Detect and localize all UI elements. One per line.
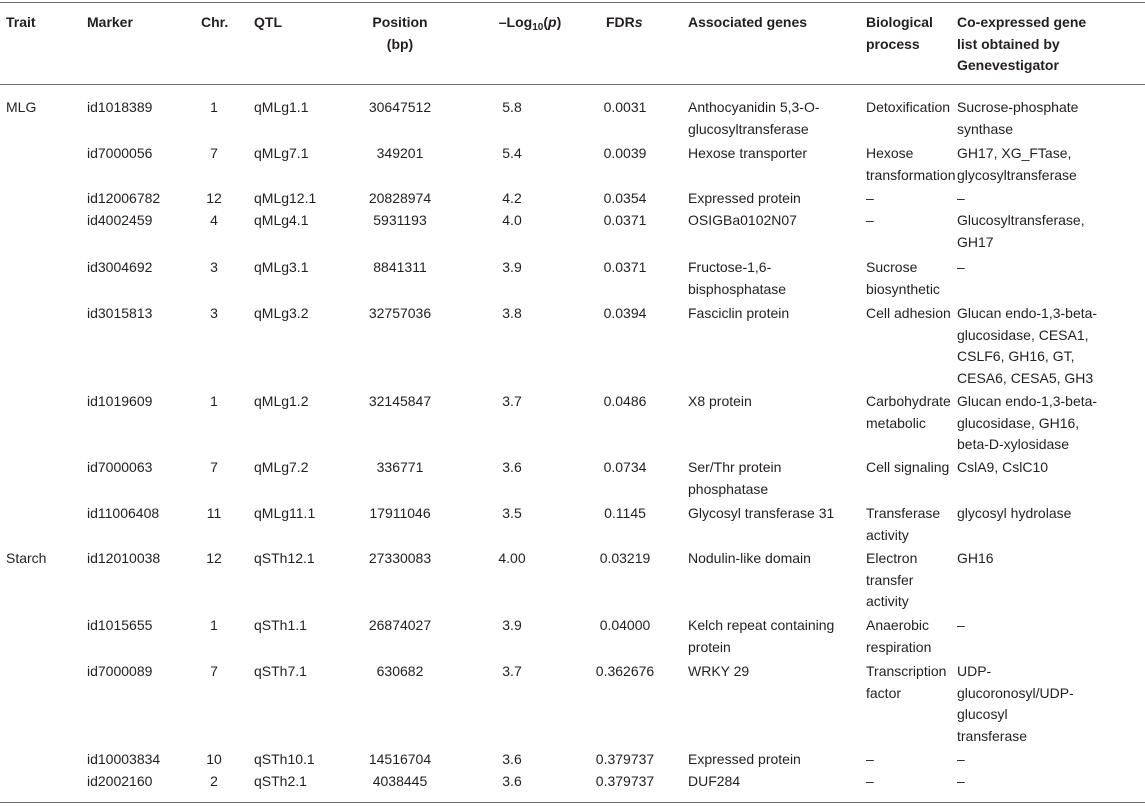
cell-chr: 7 (210, 663, 218, 679)
header-coexp-line1: Co-expressed gene (957, 14, 1087, 30)
cell-marker: id1018389 (87, 99, 153, 115)
cell-marker: id7000089 (87, 663, 153, 679)
cell-qtl: qMLg12.1 (254, 190, 317, 206)
cell-log-p: 3.5 (502, 505, 522, 521)
cell-position: 20828974 (368, 190, 432, 206)
cell-line: Hexose (866, 145, 914, 161)
cell-position: 26874027 (368, 617, 432, 633)
cell-line: – (866, 751, 874, 767)
cell-coexpressed-genes (957, 503, 1142, 525)
cell-coexpressed-genes (957, 749, 1142, 771)
cell-trait: Starch (6, 550, 47, 566)
cell-fdr: 0.0371 (603, 212, 647, 228)
cell-line: Glucan endo-1,3-beta- (957, 305, 1098, 321)
header-bio-line2: process (866, 35, 920, 52)
cell-line: transformation (866, 166, 956, 183)
cell-fdr: 0.0486 (603, 393, 647, 409)
cell-position: 32757036 (368, 305, 432, 321)
cell-biological-process (866, 97, 966, 119)
cell-chr: 10 (206, 751, 222, 767)
cell-associated-genes (688, 661, 863, 683)
cell-associated-genes (688, 303, 863, 325)
cell-line: glucosyltransferase (688, 120, 809, 137)
cell-chr: 3 (210, 305, 218, 321)
cell-line: Detoxification (866, 99, 951, 115)
cell-line: glycosyl hydrolase (957, 505, 1072, 521)
cell-line: synthase (957, 120, 1014, 137)
cell-line: transferase (957, 727, 1028, 744)
cell-associated-genes (688, 615, 863, 658)
cell-marker: id10003834 (87, 751, 161, 767)
cell-chr: 11 (206, 505, 222, 521)
cell-line: Sucrose (866, 259, 918, 275)
cell-marker: id11006408 (87, 505, 160, 521)
cell-biological-process (866, 615, 966, 658)
header-position-line1: Position (372, 14, 428, 30)
header-associated-genes: Associated genes (688, 14, 808, 30)
header-biological-process (866, 12, 933, 55)
cell-chr: 4 (210, 212, 218, 228)
header-position-line2: (bp) (386, 35, 414, 52)
cell-line: Fructose-1,6- (688, 259, 772, 275)
cell-line: bisphosphatase (688, 280, 787, 297)
cell-line: Glucosyltransferase, (957, 212, 1085, 228)
cell-line: – (866, 190, 874, 206)
cell-line: Transferase (866, 505, 941, 521)
cell-line: OSIGBa0102N07 (688, 212, 797, 228)
cell-qtl: qMLg1.1 (254, 99, 309, 115)
cell-fdr: 0.0734 (603, 459, 647, 475)
cell-biological-process (866, 188, 966, 210)
cell-associated-genes (688, 97, 863, 140)
cell-fdr: 0.362676 (595, 663, 655, 679)
cell-marker: id2002160 (87, 773, 153, 789)
cell-fdr: 0.0371 (603, 259, 647, 275)
cell-line: beta-D-xylosidase (957, 436, 1070, 452)
cell-biological-process (866, 661, 966, 704)
cell-position: 8841311 (373, 259, 427, 275)
cell-line: X8 protein (688, 393, 752, 409)
cell-chr: 1 (210, 99, 218, 115)
cell-marker: id3004692 (87, 259, 153, 275)
cell-biological-process (866, 749, 966, 771)
cell-line: Carbohydrate (866, 393, 951, 409)
cell-line: – (866, 773, 874, 789)
cell-line: Electron (866, 550, 918, 566)
cell-biological-process (866, 548, 966, 613)
cell-line: Expressed protein (688, 190, 801, 206)
cell-fdr: 0.04000 (599, 617, 651, 633)
header-log-prefix: –Log (498, 14, 533, 30)
cell-marker: id7000063 (87, 459, 153, 475)
cell-line: UDP- (957, 663, 992, 679)
cell-line: activity (866, 526, 909, 543)
cell-associated-genes (688, 143, 863, 165)
cell-fdr: 0.0394 (603, 305, 647, 321)
cell-qtl: qMLg1.2 (254, 393, 309, 409)
cell-line: glucosyl (957, 706, 1008, 722)
cell-position: 349201 (376, 145, 424, 161)
cell-marker: id1015655 (87, 617, 153, 633)
cell-associated-genes (688, 503, 863, 525)
header-log-base: 10 (532, 22, 544, 33)
cell-qtl: qSTh1.1 (254, 617, 307, 633)
cell-qtl: qMLg7.1 (254, 145, 309, 161)
cell-marker: id7000056 (87, 145, 153, 161)
header-fdr-s: s (634, 14, 643, 30)
cell-line: DUF284 (688, 773, 741, 789)
cell-position: 630682 (376, 663, 424, 679)
cell-log-p: 4.0 (502, 212, 522, 228)
cell-line: activity (866, 593, 909, 609)
cell-associated-genes (688, 257, 863, 300)
cell-marker: id3015813 (87, 305, 153, 321)
header-chr: Chr. (201, 14, 229, 30)
cell-qtl: qMLg3.2 (254, 305, 309, 321)
cell-line: Anthocyanidin 5,3-O- (688, 99, 820, 115)
cell-qtl: qMLg3.1 (254, 259, 309, 275)
cell-line: GH17, XG_FTase, (957, 145, 1072, 161)
cell-fdr: 0.0039 (603, 145, 647, 161)
cell-line: Glycosyl transferase 31 (688, 505, 835, 521)
cell-line: Glucan endo-1,3-beta- (957, 393, 1098, 409)
cell-biological-process (866, 143, 966, 186)
header-bio-line1: Biological (866, 14, 933, 30)
cell-log-p: 3.6 (502, 751, 522, 767)
cell-line: Sucrose-phosphate (957, 99, 1079, 115)
header-fdr-prefix: FDR (606, 14, 635, 30)
cell-line: glucosidase, GH16, (957, 414, 1080, 431)
cell-line: Expressed protein (688, 751, 801, 767)
cell-log-p: 5.4 (502, 145, 522, 161)
cell-line: GH16 (957, 550, 994, 566)
cell-fdr: 0.379737 (595, 751, 655, 767)
cell-line: glucosidase, CESA1, (957, 326, 1089, 343)
cell-line: – (957, 617, 965, 633)
top-rule (0, 2, 1145, 3)
cell-qtl: qSTh2.1 (254, 773, 307, 789)
cell-log-p: 4.00 (498, 550, 526, 566)
cell-line: Cell adhesion (866, 305, 951, 321)
header-log-p (460, 12, 600, 34)
cell-chr: 1 (210, 393, 218, 409)
cell-position: 5931193 (373, 212, 427, 228)
cell-log-p: 3.7 (502, 663, 522, 679)
cell-coexpressed-genes (957, 771, 1142, 793)
cell-line: Nodulin-like domain (688, 550, 811, 566)
cell-chr: 2 (210, 773, 218, 789)
cell-marker: id4002459 (87, 212, 153, 228)
cell-fdr: 0.03219 (599, 550, 651, 566)
cell-line: WRKY 29 (688, 663, 750, 679)
cell-marker: id12010038 (87, 550, 161, 566)
cell-position: 4038445 (372, 773, 428, 789)
cell-line: Cell signaling (866, 459, 950, 475)
cell-line: Ser/Thr protein (688, 459, 782, 475)
cell-coexpressed-genes (957, 661, 1142, 747)
cell-log-p: 3.9 (502, 259, 522, 275)
cell-fdr: 0.1145 (604, 505, 646, 521)
cell-associated-genes (688, 210, 863, 232)
header-position (350, 12, 450, 55)
header-rule (0, 84, 1145, 85)
cell-biological-process (866, 257, 966, 300)
cell-coexpressed-genes (957, 257, 1142, 279)
cell-line: Fasciclin protein (688, 305, 790, 321)
cell-chr: 12 (206, 190, 222, 206)
cell-line: Transcription (866, 663, 947, 679)
cell-log-p: 3.9 (502, 617, 522, 633)
cell-line: Anaerobic (866, 617, 930, 633)
cell-qtl: qMLg4.1 (254, 212, 309, 228)
cell-position: 17911046 (369, 505, 431, 521)
cell-log-p: 3.8 (502, 305, 522, 321)
cell-line: protein (688, 638, 731, 655)
cell-biological-process (866, 210, 966, 232)
header-coexpressed-genes (957, 12, 1086, 77)
cell-biological-process (866, 457, 966, 479)
cell-chr: 7 (210, 459, 218, 475)
cell-marker: id12006782 (87, 190, 161, 206)
cell-line: CESA6, CESA5, GH3 (957, 369, 1094, 386)
cell-associated-genes (688, 188, 863, 210)
cell-chr: 1 (210, 617, 218, 633)
bottom-rule (0, 802, 1145, 803)
header-log-open: ( (543, 14, 548, 30)
header-qtl: QTL (254, 14, 282, 30)
cell-log-p: 3.6 (502, 773, 522, 789)
cell-position: 14516704 (368, 751, 432, 767)
cell-log-p: 3.6 (502, 459, 522, 475)
cell-qtl: qSTh12.1 (254, 550, 315, 566)
cell-marker: id1019609 (87, 393, 153, 409)
cell-qtl: qMLg11.1 (254, 505, 316, 521)
cell-fdr: 0.0031 (603, 99, 647, 115)
cell-coexpressed-genes (957, 210, 1142, 253)
cell-biological-process (866, 303, 966, 325)
cell-biological-process (866, 771, 966, 793)
header-log-close: ) (556, 14, 562, 30)
cell-associated-genes (688, 771, 863, 793)
cell-position: 336771 (376, 459, 424, 475)
cell-line: – (957, 751, 965, 767)
cell-position: 30647512 (368, 99, 432, 115)
cell-line: CslA9, CslC10 (957, 459, 1049, 475)
cell-coexpressed-genes (957, 143, 1142, 186)
cell-coexpressed-genes (957, 615, 1142, 637)
cell-line: glycosyltransferase (957, 166, 1077, 183)
cell-fdr: 0.0354 (603, 190, 647, 206)
cell-associated-genes (688, 548, 863, 570)
cell-log-p: 3.7 (502, 393, 522, 409)
cell-line: Hexose transporter (688, 145, 808, 161)
header-trait: Trait (6, 14, 36, 30)
header-marker: Marker (87, 14, 133, 30)
cell-coexpressed-genes (957, 457, 1142, 479)
cell-line: GH17 (957, 233, 994, 250)
cell-line: Kelch repeat containing (688, 617, 835, 633)
header-coexp-line2: list obtained by (957, 35, 1060, 52)
header-fdr (606, 12, 643, 34)
cell-line: – (957, 773, 965, 789)
cell-coexpressed-genes (957, 303, 1142, 389)
cell-qtl: qSTh10.1 (254, 751, 315, 767)
cell-coexpressed-genes (957, 548, 1142, 570)
cell-line: glucoronosyl/UDP- (957, 684, 1074, 701)
cell-qtl: qMLg7.2 (254, 459, 309, 475)
cell-line: transfer (866, 571, 914, 588)
header-log-p-symbol: p (548, 14, 557, 30)
cell-log-p: 5.8 (502, 99, 522, 115)
cell-associated-genes (688, 391, 863, 413)
cell-trait: MLG (6, 99, 37, 115)
cell-fdr: 0.379737 (595, 773, 655, 789)
cell-line: metabolic (866, 414, 926, 431)
cell-associated-genes (688, 457, 863, 500)
cell-line: respiration (866, 638, 932, 655)
cell-coexpressed-genes (957, 188, 1142, 210)
cell-position: 32145847 (368, 393, 432, 409)
cell-line: – (866, 212, 874, 228)
cell-associated-genes (688, 749, 863, 771)
cell-line: – (957, 190, 965, 206)
cell-log-p: 4.2 (502, 190, 522, 206)
cell-coexpressed-genes (957, 97, 1142, 140)
header-coexp-line3: Genevestigator (957, 57, 1059, 73)
cell-line: – (957, 259, 965, 275)
cell-chr: 7 (210, 145, 218, 161)
cell-position: 27330083 (368, 550, 432, 566)
cell-line: factor (866, 684, 902, 701)
cell-qtl: qSTh7.1 (254, 663, 307, 679)
cell-biological-process (866, 391, 966, 434)
cell-coexpressed-genes (957, 391, 1142, 456)
cell-chr: 3 (210, 259, 218, 275)
cell-chr: 12 (206, 550, 222, 566)
cell-line: phosphatase (688, 480, 769, 497)
cell-biological-process (866, 503, 966, 546)
cell-line: biosynthetic (866, 280, 940, 297)
cell-line: CSLF6, GH16, GT, (957, 348, 1075, 364)
